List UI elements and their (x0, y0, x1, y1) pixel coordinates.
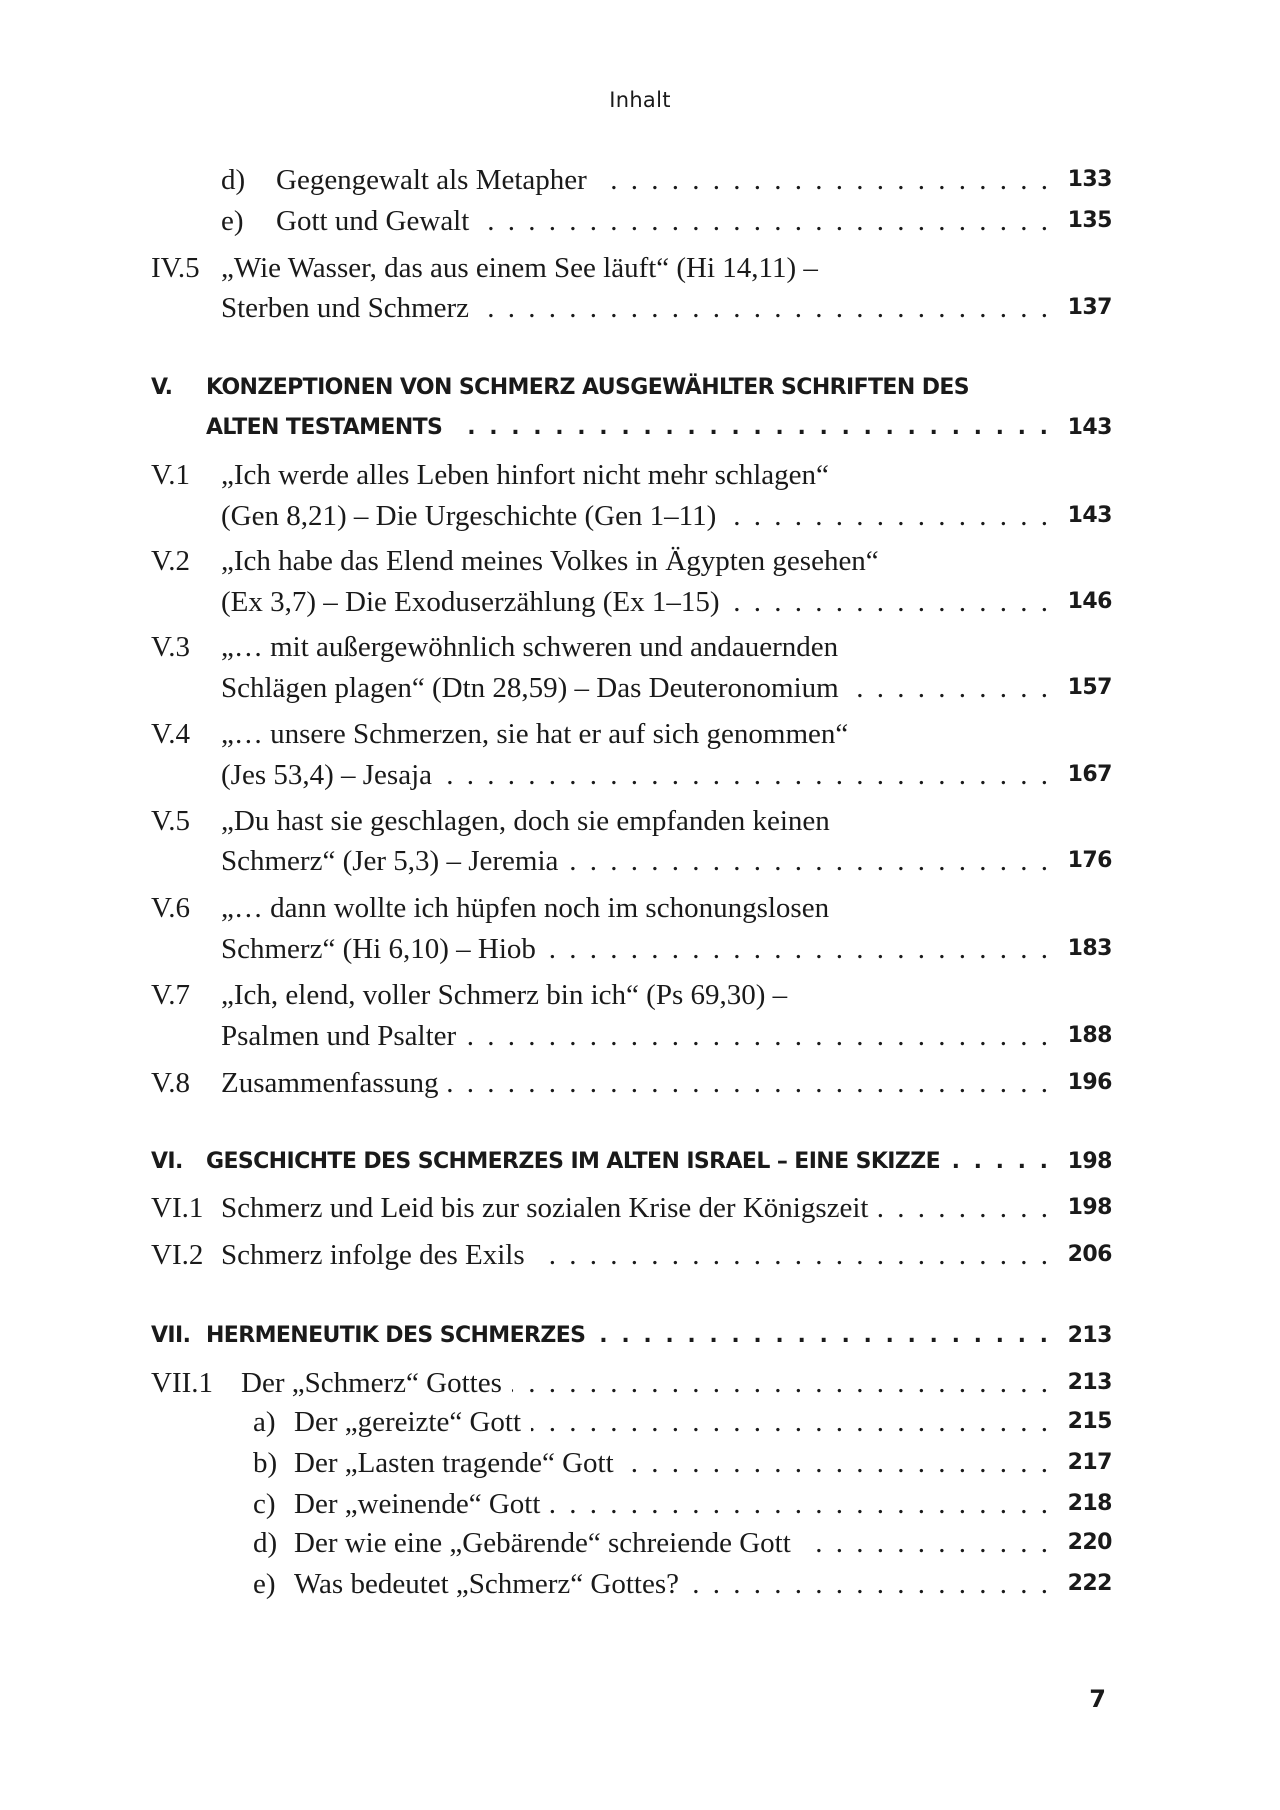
toc-entry-line (0, 755, 1280, 795)
toc-entry-line (0, 248, 1280, 288)
entry-title: „Ich werde alles Leben hinfort nicht mehr schlagen“ (221, 459, 829, 491)
entry-number: V.6 (151, 892, 190, 924)
toc-entry-line (0, 888, 1280, 928)
entry-number: VI.1 (151, 1192, 204, 1224)
toc-entry-line (0, 841, 1280, 881)
toc-entry-line (0, 1363, 1280, 1403)
entry-number: V.7 (151, 979, 190, 1011)
dot-leader (950, 1142, 1048, 1182)
toc-entry-line (0, 1443, 1280, 1483)
toc-entry-line (0, 975, 1280, 1015)
entry-page-number: 133 (1067, 167, 1112, 192)
dot-leader (730, 582, 1048, 622)
entry-title: „Ich, elend, voller Schmerz bin ich“ (Ps 69,30) – (221, 979, 788, 1011)
entry-number: VI.2 (151, 1239, 204, 1271)
entry-number: V.3 (151, 631, 190, 663)
dot-leader (595, 1316, 1048, 1356)
entry-title: (Jes 53,4) – Jesaja (221, 759, 433, 791)
entry-title: Psalmen und Psalter (221, 1020, 457, 1052)
entry-number: V. (151, 375, 173, 400)
toc-entry-line (0, 455, 1280, 495)
section-heading: ALTEN TESTAMENTS (206, 415, 443, 440)
dot-leader (466, 1016, 1048, 1056)
toc-entry-line (0, 1016, 1280, 1056)
entry-page-number: 198 (1067, 1195, 1112, 1220)
entry-title: (Ex 3,7) – Die Exoduserzählung (Ex 1–15) (221, 586, 720, 618)
toc-entry-line (0, 1564, 1280, 1604)
entry-number: d) (221, 164, 246, 196)
toc-entry-line (0, 1063, 1280, 1103)
dot-leader (624, 1443, 1048, 1483)
entry-page-number: 198 (1067, 1149, 1112, 1174)
entry-page-number: 218 (1067, 1491, 1112, 1516)
entry-page-number: 213 (1067, 1370, 1112, 1395)
toc-entry-line (0, 541, 1280, 581)
dot-leader (568, 841, 1048, 881)
entry-number: e) (221, 205, 244, 237)
entry-title: „… mit außergewöhnlich schweren und andauernden (221, 631, 839, 663)
entry-page-number: 196 (1067, 1070, 1112, 1095)
dot-leader (801, 1523, 1048, 1563)
entry-page-number: 167 (1067, 762, 1112, 787)
entry-page-number: 135 (1067, 208, 1112, 233)
toc-entry-line (0, 160, 1280, 200)
dot-leader (849, 668, 1048, 708)
toc-entry-line (0, 1523, 1280, 1563)
page-number: 7 (1089, 1685, 1106, 1713)
entry-title: Was bedeutet „Schmerz“ Gottes? (294, 1568, 679, 1600)
entry-number: V.1 (151, 459, 190, 491)
entry-title: „Ich habe das Elend meines Volkes in Ägypten gesehen“ (221, 545, 879, 577)
entry-number: VII.1 (151, 1367, 214, 1399)
entry-page-number: 206 (1067, 1242, 1112, 1267)
entry-page-number: 137 (1067, 295, 1112, 320)
dot-leader (878, 1188, 1048, 1228)
entry-title: Schmerz“ (Jer 5,3) – Jeremia (221, 845, 559, 877)
running-header: Inhalt (609, 88, 671, 112)
toc-entry-line (0, 288, 1280, 328)
entry-title: Gegengewalt als Metapher (276, 164, 587, 196)
entry-number: e) (253, 1568, 276, 1600)
entry-number: V.4 (151, 718, 190, 750)
toc-entry-line (0, 627, 1280, 667)
toc-entry-line (0, 582, 1280, 622)
entry-number: IV.5 (151, 252, 200, 284)
dot-leader (512, 1363, 1048, 1403)
entry-page-number: 220 (1067, 1530, 1112, 1555)
dot-leader (442, 755, 1048, 795)
entry-page-number: 217 (1067, 1450, 1112, 1475)
entry-page-number: 176 (1067, 848, 1112, 873)
entry-page-number: 213 (1067, 1323, 1112, 1348)
toc-entry-line (0, 368, 1280, 408)
dot-leader (550, 1484, 1048, 1524)
entry-page-number: 157 (1067, 675, 1112, 700)
dot-leader (689, 1564, 1048, 1604)
entry-title: Der wie eine „Gebärende“ schreiende Gott (294, 1527, 791, 1559)
toc-entry-line (0, 201, 1280, 241)
entry-number: VI. (151, 1149, 183, 1174)
dot-leader (546, 929, 1048, 969)
entry-title: Gott und Gewalt (276, 205, 470, 237)
toc-entry-line (0, 668, 1280, 708)
entry-number: d) (253, 1527, 278, 1559)
entry-number: V.5 (151, 805, 190, 837)
dot-leader (726, 496, 1048, 536)
section-heading: HERMENEUTIK DES SCHMERZES (206, 1323, 586, 1348)
dot-leader (479, 288, 1048, 328)
entry-number: c) (253, 1488, 276, 1520)
toc-entry-line (0, 1402, 1280, 1442)
dot-leader (531, 1402, 1048, 1442)
dot-leader (452, 408, 1048, 448)
entry-title: (Gen 8,21) – Die Urgeschichte (Gen 1–11) (221, 500, 717, 532)
toc-entry-line (0, 408, 1280, 448)
entry-title: „… dann wollte ich hüpfen noch im schonungslosen (221, 892, 830, 924)
toc-entry-line (0, 801, 1280, 841)
dot-leader (535, 1235, 1048, 1275)
toc-entry-line (0, 1316, 1280, 1356)
dot-leader (597, 160, 1048, 200)
entry-title: „… unsere Schmerzen, sie hat er auf sich genommen“ (221, 718, 849, 750)
toc-entry-line (0, 496, 1280, 536)
toc-entry-line (0, 929, 1280, 969)
entry-title: Zusammenfassung (221, 1067, 439, 1099)
dot-leader (448, 1063, 1048, 1103)
toc-entry-line (0, 1142, 1280, 1182)
dot-leader (479, 201, 1048, 241)
entry-title: Der „Lasten tragende“ Gott (294, 1447, 614, 1479)
entry-page-number: 143 (1067, 415, 1112, 440)
entry-page-number: 222 (1067, 1571, 1112, 1596)
entry-page-number: 146 (1067, 589, 1112, 614)
entry-title: Schmerz“ (Hi 6,10) – Hiob (221, 933, 536, 965)
entry-number: V.8 (151, 1067, 190, 1099)
entry-page-number: 188 (1067, 1023, 1112, 1048)
entry-number: VII. (151, 1323, 191, 1348)
toc-entry-line (0, 1188, 1280, 1228)
toc-entry-line (0, 1235, 1280, 1275)
entry-title: „Wie Wasser, das aus einem See läuft“ (Hi 14,11) – (221, 252, 818, 284)
section-heading: KONZEPTIONEN VON SCHMERZ AUSGEWÄHLTER SCHRIFTEN DES (206, 375, 970, 400)
entry-title: „Du hast sie geschlagen, doch sie empfanden keinen (221, 805, 830, 837)
entry-number: V.2 (151, 545, 190, 577)
toc-entry-line (0, 1484, 1280, 1524)
entry-title: Der „Schmerz“ Gottes (241, 1367, 502, 1399)
entry-title: Schlägen plagen“ (Dtn 28,59) – Das Deuteronomium (221, 672, 839, 704)
toc-entry-line (0, 714, 1280, 754)
entry-title: Der „gereizte“ Gott (294, 1406, 522, 1438)
entry-title: Schmerz und Leid bis zur sozialen Krise der Königszeit (221, 1192, 869, 1224)
section-heading: GESCHICHTE DES SCHMERZES IM ALTEN ISRAEL – EINE SKIZZE (206, 1149, 941, 1174)
entry-page-number: 143 (1067, 503, 1112, 528)
entry-title: Sterben und Schmerz (221, 292, 470, 324)
entry-page-number: 183 (1067, 936, 1112, 961)
entry-number: a) (253, 1406, 276, 1438)
entry-page-number: 215 (1067, 1409, 1112, 1434)
entry-title: Schmerz infolge des Exils (221, 1239, 525, 1271)
entry-title: Der „weinende“ Gott (294, 1488, 541, 1520)
entry-number: b) (253, 1447, 278, 1479)
